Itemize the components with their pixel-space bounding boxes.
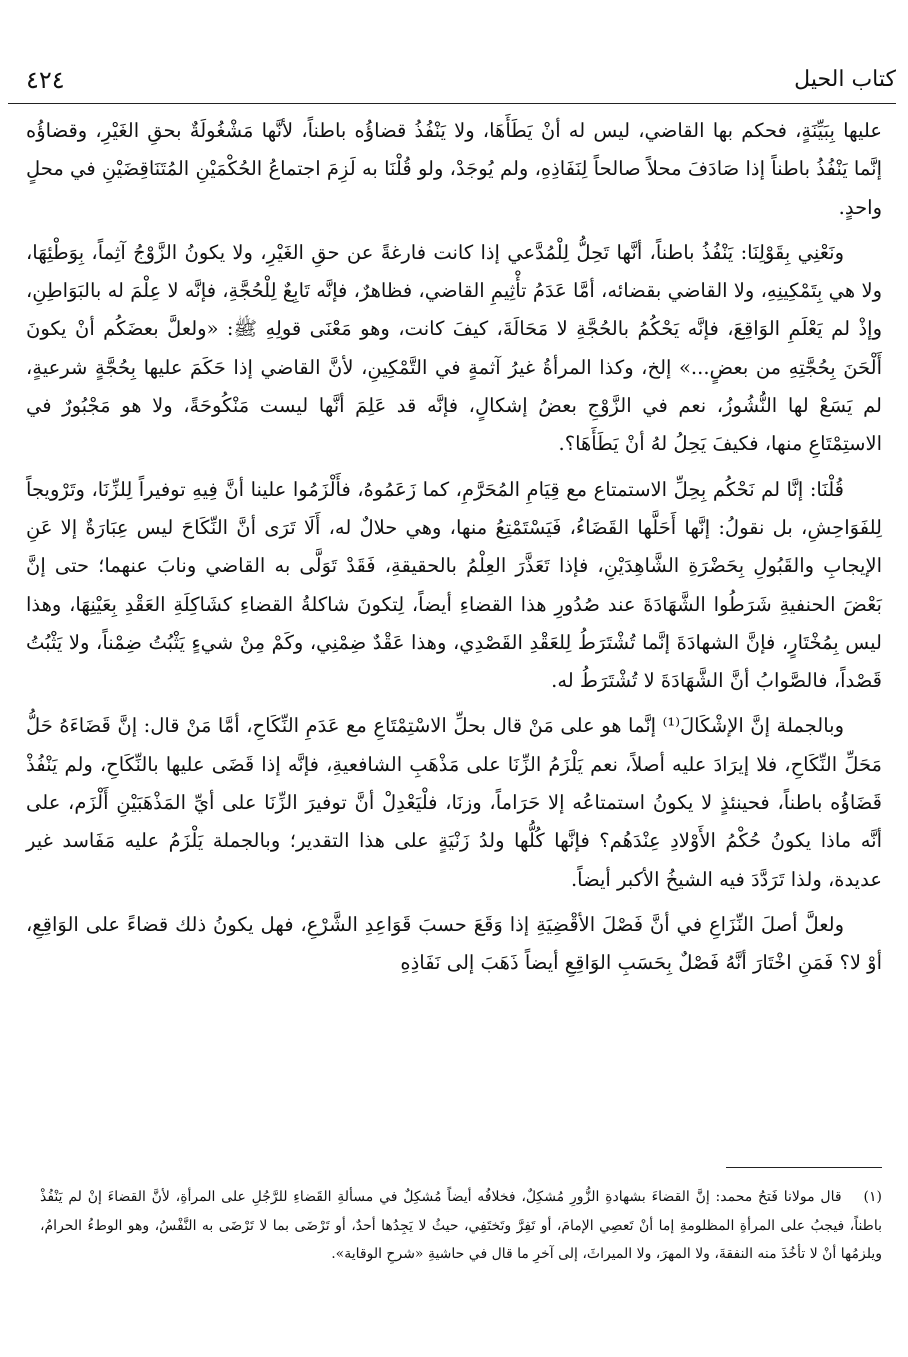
page-number: ٤٢٤ xyxy=(26,66,65,94)
paragraph: ونَعْنِي بِقَوْلِنَا: يَنْفُذُ باطناً، أنَّها تَحِلُّ لِلْمُدَّعي إذا كانت فارغةً عن حقِ الغَيْرِ، ولا يكونُ الزَّوْجُ آثِماً، بِوَطْئِهَا، ولا هي بِتَمْكِينِهِ، ولا القاضي بقضائه، أمَّا عَدَمُ تأْثِيمِ القاضي، فظاهرٌ، فإنَّه تَابِعٌ لِلْحُجَّةِ، فإنَّه لا عِلْمَ له بالبَوَاطِنِ، وإذْ لم يَعْلَمِ الوَاقِعَ، فإنَّه يَحْكُمُ بالحُجَّةِ لا مَحَالَةَ، كيفَ كانت، وهو مَعْنَى قولِهِ ﷺ: «ولعلَّ بعضَكُم أنْ يكونَ أَلْحَنَ بِحُجَّتِهِ من بعضٍ...» إلخ، وكذا المرأةُ غيرُ آثمةٍ في التَّمْكِينِ، لأنَّ القاضي إذا حَكَمَ عليها بِحُجَّةٍ شرعيةٍ، لم يَسَعْ لها النُّشُوزُ، نعم في الزَّوْجِ بعضُ إشكالٍ، فإنَّه قد عَلِمَ أنَّها ليست مَنْكُوحَةً، ولا هو مَجْبُورٌ في الاستِمْتَاعِ منها، فكيفَ يَحِلُ لهُ أنْ يَطَأَهَا؟. xyxy=(26,240,882,456)
paragraph: ولعلَّ أصلَ النِّزَاعِ في أنَّ فَصْلَ الأقْضِيَةِ إذا وَقَعَ حسبَ قَوَاعِدِ الشَّرْعِ، فهل يكونُ ذلك قضاءً على الوَاقِعِ، أوْ لا؟ فَمَنِ اخْتَارَ أنَّهُ فَصْلٌ بِحَسَبِ الوَاقِعِ أيضاً ذَهَبَ إلى نَفَاذِهِ xyxy=(26,912,882,975)
header-divider xyxy=(8,103,896,104)
main-text xyxy=(26,112,882,990)
footnote-divider xyxy=(726,1167,882,1168)
paragraph: عليها بِبَيِّنَةٍ، فحكم بها القاضي، ليس له أنْ يَطَأَهَا، ولا يَنْفُذُ قضاؤُه باطناً، لأنَّها مَشْغُولَةٌ بحقِ الغَيْرِ، وقضاؤُه إنَّما يَنْفُذُ باطناً إذا صَادَفَ محلاً صالحاً لِنَفَاذِهِ، ولم يُوجَدْ، ولو قُلْنَا به لَزِمَ اجتماعُ الحُكْمَيْنِ المُتَنَاقِضَيْنِ في محلٍ واحدٍ. xyxy=(26,119,882,219)
paragraph: وبالجملة إنَّ الإشْكَالَ⁽¹⁾ إنَّما هو على مَنْ قال بحلِّ الاسْتِمْتَاعِ مع عَدَمِ النِّكَاحِ، أمَّا مَنْ قال: إنَّ قَضَاءَهُ حَلُّ مَحَلِّ النِّكَاحِ، فلا إيرَادَ عليه أصلاً، نعم يَلْزَمُ الزِّنَا على مَذْهَبِ الشافعيةِ، فإنَّه إذا قَضَى عليها بالنِّكَاحِ، ولم يَنْفُذْ قَضَاؤُه باطناً، فحينئذٍ لا يكونُ استمتاعُه إلا حَرَاماً، وزنَا، فلْيَعْدِلْ أنَّ توفيرَ الزِّنَا على أيِّ المَذْهَبَيْنِ أَلْزَم، على أنَّه ماذا يكونُ حُكْمُ الأَوْلادِ عِنْدَهُم؟ فإنَّها كُلُّها ولدُ زَنْيَةٍ على هذا التقدير؛ وبالجملة يَلْزَمُ عليه مَفَاسد غير عديدة، ولذا تَرَدَّدَ فيه الشيخُ الأكبر أيضاً. xyxy=(26,714,882,891)
page-header xyxy=(8,60,896,100)
running-title: كتاب الحيل xyxy=(794,67,896,92)
footnote-text: قال مولانا فَتحُ محمد: إنَّ القضاءَ بشهادةِ الزُّورِ مُشكِلٌ، فخلافُه أيضاً مُشكِلٌ في مسألةِ القَضاءِ للرَّجُلِ على المرأةِ، لأنَّ القضاءَ إنْ لم يَنْفُذْ باطناً، فيجبُ على المرأةِ المظلومةِ إما أنْ تَعصِي الإمامَ، أو تَفِرَّ وتَختَفِي، حيثُ لا يَجِدُها أحدٌ، أو تَرْضَى بما لا تَرْضَى به النَّفْسُ، وهو الوطءُ الحرامُ، ويلزمُها أنْ لا تأخُذَ منه النفقةَ، ولا المهرَ، ولا الميراثَ، إلى آخرِ ما قال في حاشيةِ «شرحِ الوقاية». xyxy=(40,1189,882,1262)
footnote-marker: (١) xyxy=(863,1189,882,1205)
footnote xyxy=(40,1183,882,1269)
paragraph: قُلْنَا: إنَّا لم نَحْكُم بِحِلِّ الاستمتاع مع قِيَامِ المُحَرَّمِ، كما زَعَمُوهُ، فأَلْزَمُوا علينا أنَّ فِيهِ توفيراً لِلزِّنَا، وتَرْويجاً لِلفَوَاحِشِ، بل نقولُ: إنَّها أَحَلَّها القَضَاءُ، فَيَسْتَمْتِعُ منها، وهي حلالٌ له، أَلَا تَرَى أنَّ النِّكَاحَ ليس عِبَارَةٌ إلا عَنِ الإيجابِ والقَبُولِ بِحَضْرَةِ الشَّاهِدَيْنِ، فإذا تَعَذَّرَ العِلْمُ بالحقيقةِ، فَقَدْ تَوَلَّى به القاضي ونابَ عنهما؛ حتى إنَّ بَعْضَ الحنفيةِ شَرَطُوا الشَّهَادَةَ عند صُدُورِ هذا القضاءِ أيضاً، لِتكونَ شاكلةُ القضاءِ كشَاكِلَةِ العَقْدِ بِعَيْنِهَا، وهذا ليس بِمُخْتَارٍ، فإنَّ الشهادَةَ إنَّما تُشْتَرَطُ لِلعَقْدِ القَصْدِي، وهذا عَقْدٌ ضِمْنِي، وكَمْ مِنْ شيءٍ يَثْبُتُ ضِمْناً، ولا يَثْبُتُ قَصْداً، فالصَّوابُ أنَّ الشَّهَادَةَ لا تُشْتَرَطُ له. xyxy=(26,477,882,693)
